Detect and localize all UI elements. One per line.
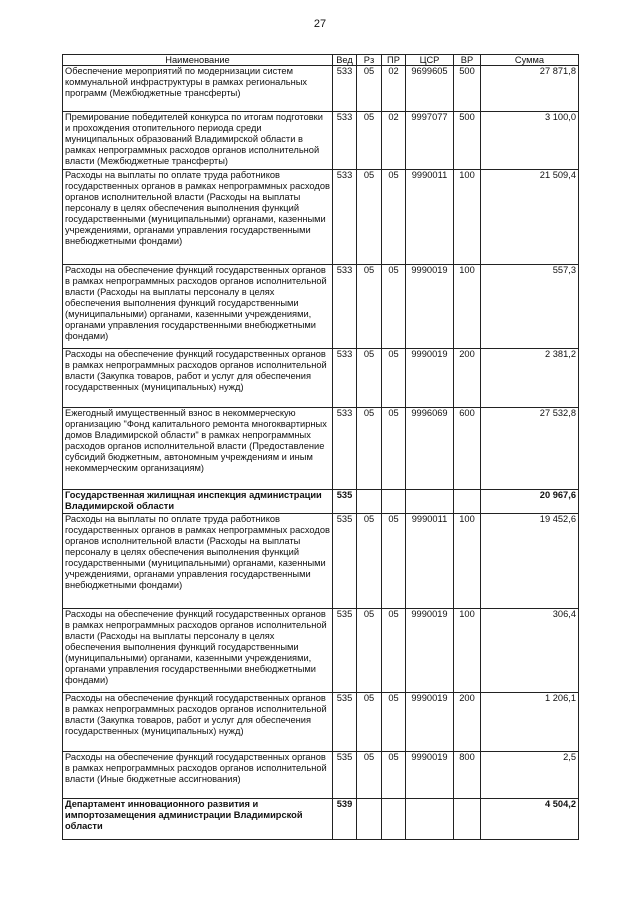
header-rz: Рз (357, 55, 382, 66)
row-pr: 05 (382, 514, 406, 609)
row-sum: 20 967,6 (481, 490, 579, 514)
row-ved: 535 (333, 693, 357, 752)
row-csr: 9990019 (406, 752, 454, 799)
row-name: Расходы на обеспечение функций государственных органов в рамках непрограммных расходов органов исполнительной власти (Закупка товаров, работ и услуг для обеспечения государственных (муниципальных) нужд) (63, 349, 333, 408)
row-pr: 05 (382, 170, 406, 265)
row-vr: 500 (454, 66, 481, 112)
row-csr: 9990011 (406, 514, 454, 609)
row-ved: 533 (333, 66, 357, 112)
row-ved: 535 (333, 490, 357, 514)
row-rz: 05 (357, 752, 382, 799)
row-rz: 05 (357, 170, 382, 265)
row-rz: 05 (357, 408, 382, 490)
table-header-row (63, 55, 579, 66)
row-pr: 02 (382, 66, 406, 112)
row-csr: 9997077 (406, 112, 454, 170)
table-row (63, 170, 579, 265)
header-name: Наименование (63, 55, 333, 66)
row-name: Департамент инновационного развития и импортозамещения администрации Владимирской области (63, 799, 333, 840)
row-rz (357, 799, 382, 840)
row-rz: 05 (357, 693, 382, 752)
row-rz: 05 (357, 514, 382, 609)
row-sum: 21 509,4 (481, 170, 579, 265)
row-rz: 05 (357, 112, 382, 170)
row-ved: 533 (333, 265, 357, 349)
row-name: Обеспечение мероприятий по модернизации систем коммунальной инфраструктуры в рамках региональных программ (Межбюджетные трансферты) (63, 66, 333, 112)
row-sum: 2,5 (481, 752, 579, 799)
row-csr: 9990019 (406, 265, 454, 349)
row-ved: 535 (333, 514, 357, 609)
row-csr: 9990011 (406, 170, 454, 265)
row-vr: 800 (454, 752, 481, 799)
row-pr: 05 (382, 752, 406, 799)
table-row (63, 112, 579, 170)
row-pr: 05 (382, 265, 406, 349)
row-ved: 535 (333, 752, 357, 799)
row-vr: 100 (454, 514, 481, 609)
row-sum: 27 532,8 (481, 408, 579, 490)
row-sum: 557,3 (481, 265, 579, 349)
row-ved: 533 (333, 408, 357, 490)
row-pr: 02 (382, 112, 406, 170)
row-name: Расходы на обеспечение функций государственных органов в рамках непрограммных расходов органов исполнительной власти (Закупка товаров, работ и услуг для обеспечения государственных (муниципальных) нужд) (63, 693, 333, 752)
row-ved: 533 (333, 349, 357, 408)
row-ved: 535 (333, 609, 357, 693)
row-name: Государственная жилищная инспекция администрации Владимирской области (63, 490, 333, 514)
row-rz: 05 (357, 265, 382, 349)
row-sum: 27 871,8 (481, 66, 579, 112)
row-csr: 9990019 (406, 349, 454, 408)
table-row (63, 408, 579, 490)
row-name: Расходы на выплаты по оплате труда работников государственных органов в рамках непрограммных расходов органов исполнительной власти (Расходы на выплаты персоналу в целях обеспечения выполнения функций государственными (муниципальными) органами, казенными учреждениями, органами управления государственными внебюджетными фондами) (63, 170, 333, 265)
row-ved: 533 (333, 112, 357, 170)
row-pr: 05 (382, 349, 406, 408)
section-row (63, 799, 579, 840)
row-name: Расходы на обеспечение функций государственных органов в рамках непрограммных расходов органов исполнительной власти (Расходы на выплаты персоналу в целях обеспечения выполнения функций государственными (муниципальными) органами, казенными учреждениями, органами управления государственными внебюджетными фондами) (63, 265, 333, 349)
row-vr (454, 490, 481, 514)
table-row (63, 609, 579, 693)
row-sum: 4 504,2 (481, 799, 579, 840)
row-pr: 05 (382, 408, 406, 490)
row-csr (406, 490, 454, 514)
row-csr: 9990019 (406, 693, 454, 752)
row-sum: 19 452,6 (481, 514, 579, 609)
row-vr: 200 (454, 693, 481, 752)
row-name: Премирование победителей конкурса по итогам подготовки и прохождения отопительного периода среди муниципальных образований Владимирской области в рамках непрограммных расходов органов исполнительной власти (Межбюджетные трансферты) (63, 112, 333, 170)
row-sum: 1 206,1 (481, 693, 579, 752)
budget-table (62, 54, 579, 840)
row-sum: 2 381,2 (481, 349, 579, 408)
table-row (63, 349, 579, 408)
header-csr: ЦСР (406, 55, 454, 66)
row-rz: 05 (357, 609, 382, 693)
row-rz (357, 490, 382, 514)
table-row (63, 265, 579, 349)
section-row (63, 490, 579, 514)
row-sum: 306,4 (481, 609, 579, 693)
header-pr: ПР (382, 55, 406, 66)
row-vr: 200 (454, 349, 481, 408)
row-vr: 100 (454, 265, 481, 349)
table-row (63, 514, 579, 609)
row-rz: 05 (357, 349, 382, 408)
row-name: Расходы на обеспечение функций государственных органов в рамках непрограммных расходов органов исполнительной власти (Расходы на выплаты персоналу в целях обеспечения выполнения функций государственными (муниципальными) органами, казенными учреждениями, органами управления государственными внебюджетными фондами) (63, 609, 333, 693)
row-rz: 05 (357, 66, 382, 112)
row-pr (382, 799, 406, 840)
row-name: Ежегодный имущественный взнос в некоммерческую организацию "Фонд капитального ремонта многоквартирных домов Владимирской области" в рамках непрограммных расходов органов исполнительной власти (Предоставление субсидий бюджетным, автономным учреждениям и иным некоммерческим организациям) (63, 408, 333, 490)
row-csr: 9996069 (406, 408, 454, 490)
row-sum: 3 100,0 (481, 112, 579, 170)
row-vr: 600 (454, 408, 481, 490)
header-sum: Сумма (481, 55, 579, 66)
row-csr (406, 799, 454, 840)
row-vr (454, 799, 481, 840)
table-row (63, 752, 579, 799)
row-name: Расходы на обеспечение функций государственных органов в рамках непрограммных расходов органов исполнительной власти (Иные бюджетные ассигнования) (63, 752, 333, 799)
row-csr: 9990019 (406, 609, 454, 693)
row-ved: 533 (333, 170, 357, 265)
row-csr: 9699605 (406, 66, 454, 112)
row-vr: 500 (454, 112, 481, 170)
row-ved: 539 (333, 799, 357, 840)
row-pr (382, 490, 406, 514)
header-ved: Вед (333, 55, 357, 66)
row-vr: 100 (454, 170, 481, 265)
page-number: 27 (313, 18, 327, 30)
table-row (63, 693, 579, 752)
table-row (63, 66, 579, 112)
row-name: Расходы на выплаты по оплате труда работников государственных органов в рамках непрограммных расходов органов исполнительной власти (Расходы на выплаты персоналу в целях обеспечения выполнения функций государственными (муниципальными) органами, казенными учреждениями, органами управления государственными внебюджетными фондами) (63, 514, 333, 609)
header-vr: ВР (454, 55, 481, 66)
row-pr: 05 (382, 693, 406, 752)
row-pr: 05 (382, 609, 406, 693)
row-vr: 100 (454, 609, 481, 693)
